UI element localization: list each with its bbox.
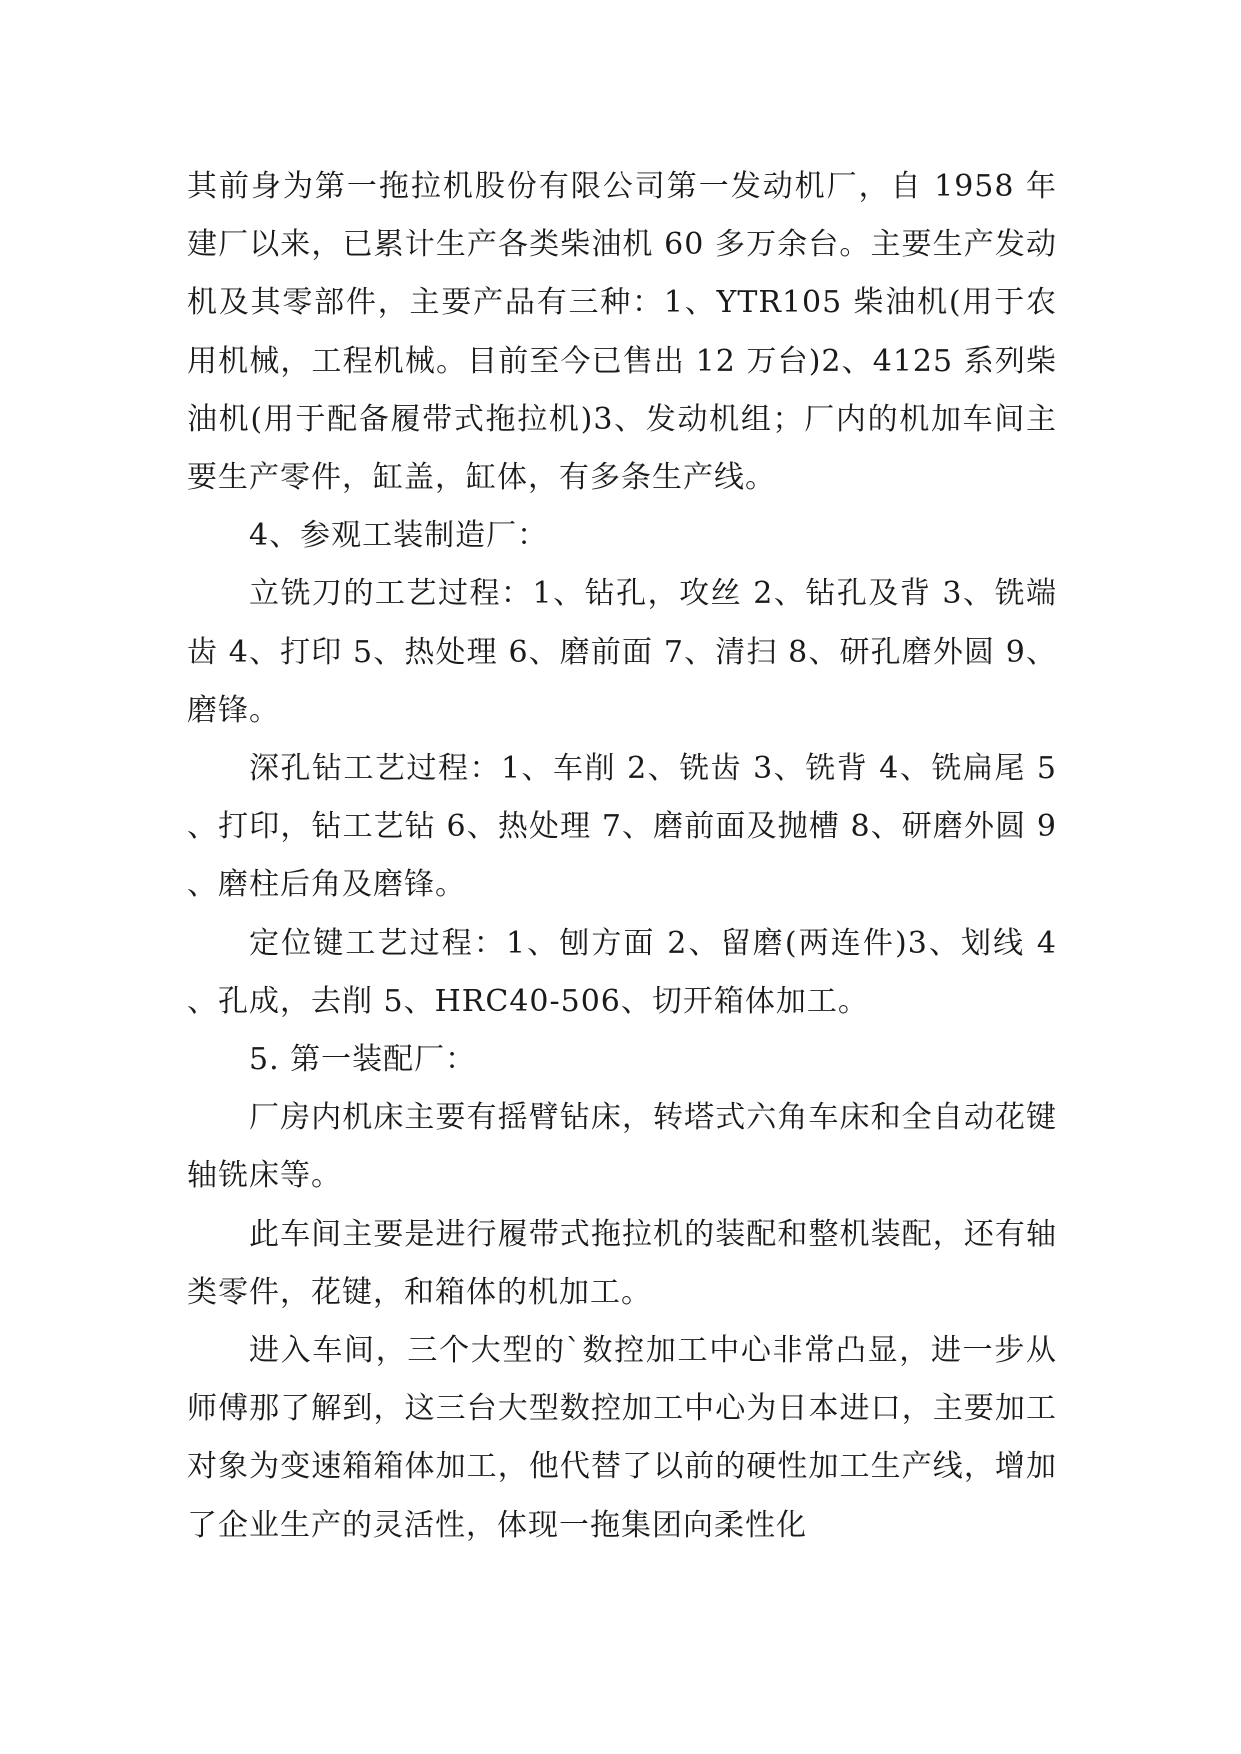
paragraph-locating-key-process: 定位键工艺过程：1、刨方面 2、留磨(两连件)3、划线 4、孔成，去削 5、HRC40-506、切开箱体加工。 [187, 925, 1057, 1019]
paragraph-factory-intro: 其前身为第一拖拉机股份有限公司第一发动机厂，自 1958 年建厂以来，已累计生产各类柴油机 60 多万余台。主要生产发动机及其零部件，主要产品有三种：1、YTR105 柴油机(用于农用机械，工程机械。目前至今已售出 12 万台)2、4125 系列柴油机(用于配备履带式拖拉机)3、发动机组；厂内的机加车间主要生产零件，缸盖，缸体，有多条生产线。 [187, 169, 1057, 496]
paragraph-deep-hole-drill-process: 深孔钻工艺过程：1、车削 2、铣齿 3、铣背 4、铣扁尾 5、打印，钻工艺钻 6、热处理 7、磨前面及抛槽 8、研磨外圆 9、磨柱后角及磨锋。 [187, 751, 1057, 903]
document-body [187, 158, 1057, 1555]
heading-tooling-factory: 4、参观工装制造厂： [249, 518, 549, 554]
paragraph-end-mill-process: 立铣刀的工艺过程：1、钻孔，攻丝 2、钻孔及背 3、铣端齿 4、打印 5、热处理 6、磨前面 7、清扫 8、研孔磨外圆 9、磨锋。 [187, 576, 1057, 728]
heading-first-assembly-plant: 5. 第一装配厂： [249, 1042, 477, 1078]
paragraph-machine-tools: 厂房内机床主要有摇臂钻床，转塔式六角车床和全自动花键轴铣床等。 [187, 1100, 1057, 1194]
paragraph-workshop-assembly: 此车间主要是进行履带式拖拉机的装配和整机装配，还有轴类零件，花键，和箱体的机加工。 [187, 1216, 1057, 1310]
paragraph-cnc-centers: 进入车间，三个大型的`数控加工中心非常凸显，进一步从师傅那了解到，这三台大型数控加工中心为日本进口，主要加工对象为变速箱箱体加工，他代替了以前的硬性加工生产线，增加了企业生产的灵活性，体现一拖集团向柔性化 [187, 1333, 1057, 1543]
